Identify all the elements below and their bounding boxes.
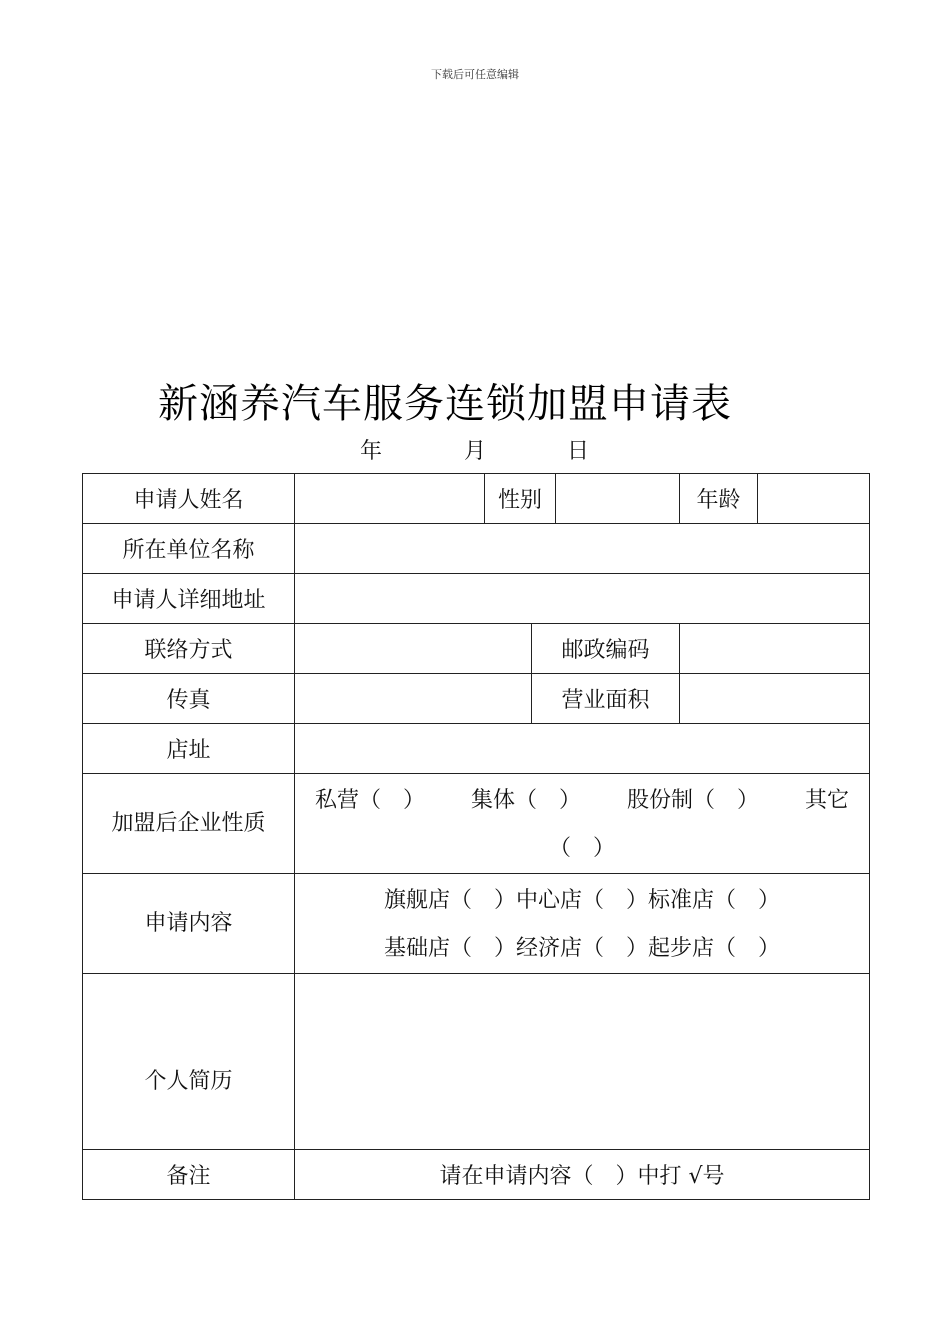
postcode-label: 邮政编码 xyxy=(532,624,680,674)
age-label: 年龄 xyxy=(680,474,758,524)
fax-field[interactable] xyxy=(295,674,532,724)
applicant-name-label: 申请人姓名 xyxy=(83,474,295,524)
applicant-name-field[interactable] xyxy=(295,474,485,524)
application-form-table xyxy=(82,473,870,1200)
gender-label: 性别 xyxy=(485,474,556,524)
row-employer xyxy=(83,524,870,574)
row-contact xyxy=(83,624,870,674)
postcode-field[interactable] xyxy=(680,624,870,674)
store-address-label: 店址 xyxy=(83,724,295,774)
row-address xyxy=(83,574,870,624)
address-field[interactable] xyxy=(295,574,870,624)
application-content-label: 申请内容 xyxy=(144,911,233,936)
nature-option-joint-stock[interactable]: 股份制（ ） xyxy=(627,787,760,813)
watermark-text: 下载后可任意编辑 xyxy=(431,68,519,81)
row-resume xyxy=(83,974,870,1150)
resume-field[interactable] xyxy=(295,974,870,1150)
row-remarks xyxy=(83,1150,870,1200)
contact-label: 联络方式 xyxy=(83,624,295,674)
application-content-options xyxy=(295,874,870,974)
nature-option-other-paren[interactable]: （ ） xyxy=(549,835,616,861)
employer-label: 所在单位名称 xyxy=(83,524,295,574)
row-store-address xyxy=(83,724,870,774)
remarks-label: 备注 xyxy=(83,1150,295,1200)
row-enterprise-nature xyxy=(83,774,870,874)
business-area-label: 营业面积 xyxy=(532,674,680,724)
employer-field[interactable] xyxy=(295,524,870,574)
enterprise-nature-options xyxy=(295,774,870,874)
date-row xyxy=(0,434,950,464)
resume-label: 个人简历 xyxy=(144,1069,233,1094)
date-year-label: 年 xyxy=(360,439,383,464)
date-day-label: 日 xyxy=(567,439,590,464)
enterprise-nature-label: 加盟后企业性质 xyxy=(111,811,266,836)
address-label: 申请人详细地址 xyxy=(83,574,295,624)
form-title: 新涵养汽车服务连锁加盟申请表 xyxy=(158,381,732,427)
contact-field[interactable] xyxy=(295,624,532,674)
row-fax xyxy=(83,674,870,724)
business-area-field[interactable] xyxy=(680,674,870,724)
age-field[interactable] xyxy=(758,474,870,524)
store-address-field[interactable] xyxy=(295,724,870,774)
fax-label: 传真 xyxy=(83,674,295,724)
date-month-label: 月 xyxy=(464,439,487,464)
nature-option-private[interactable]: 私营（ ） xyxy=(315,787,426,813)
nature-option-collective[interactable]: 集体（ ） xyxy=(471,787,582,813)
row-applicant xyxy=(83,474,870,524)
store-type-line-1[interactable]: 旗舰店（ ）中心店（ ）标准店（ ） xyxy=(384,887,781,913)
store-type-line-2[interactable]: 基础店（ ）经济店（ ）起步店（ ） xyxy=(384,935,781,961)
gender-field[interactable] xyxy=(556,474,680,524)
nature-option-other[interactable]: 其它 xyxy=(805,787,850,813)
remarks-text: 请在申请内容（ ）中打 √号 xyxy=(295,1150,870,1200)
row-application-content xyxy=(83,874,870,974)
